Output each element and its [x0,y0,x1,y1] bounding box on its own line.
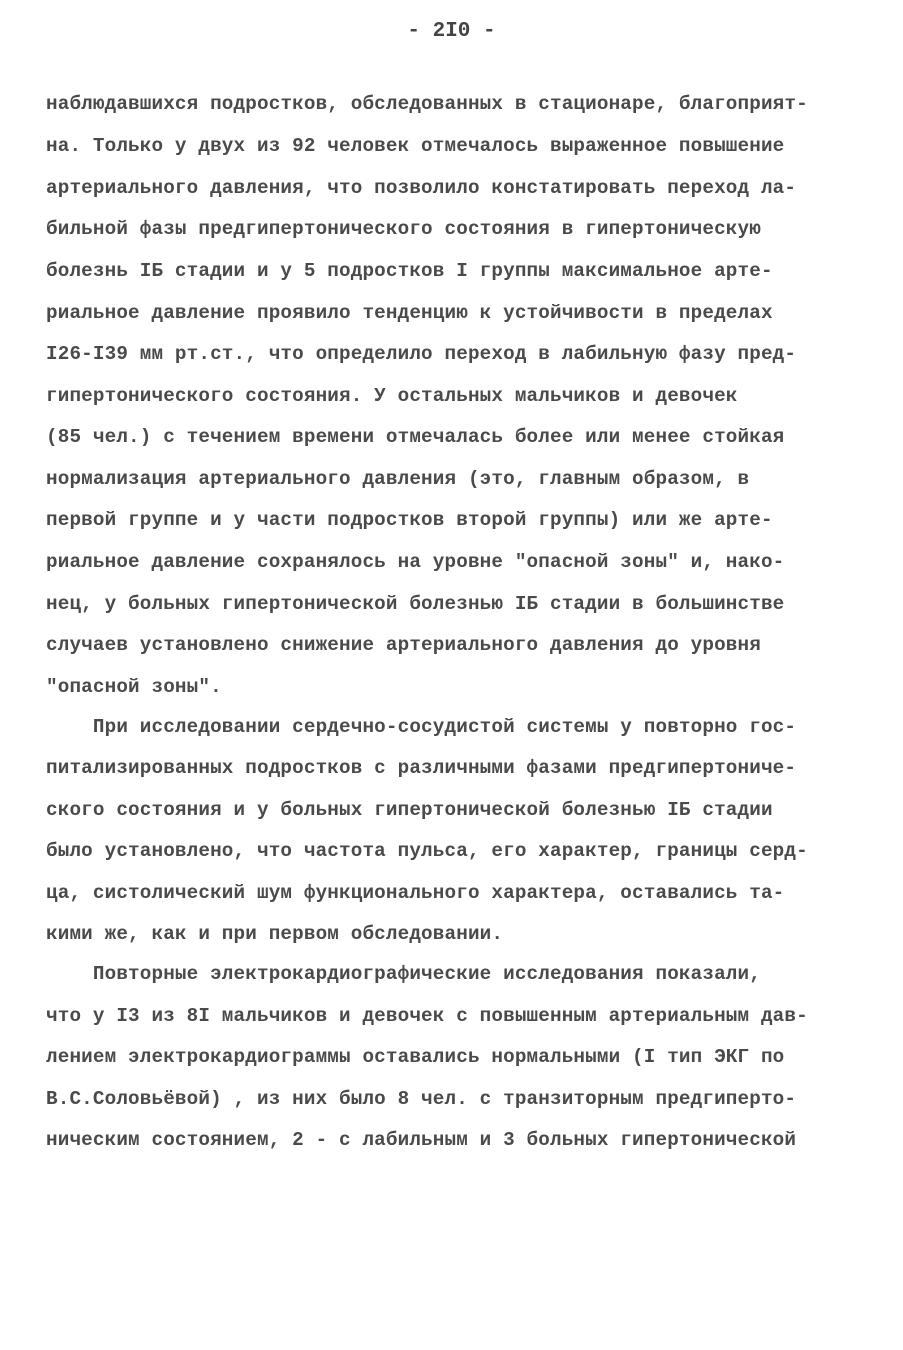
text-line: (85 чел.) с течением времени отмечалась более или менее стойкая [46,426,785,448]
text-line: В.С.Соловьёвой) , из них было 8 чел. с транзиторным предгиперто- [46,1088,797,1110]
text-line: риальное давление сохранялось на уровне "опасной зоны" и, нако- [46,551,785,573]
text-line: наблюдавшихся подростков, обследованных в стационаре, благоприят- [46,93,808,115]
text-line: кими же, как и при первом обследовании. [46,923,504,945]
text-line: ца, систолический шум функционального характера, оставались та- [46,882,785,904]
text-line: лением электрокардиограммы оставались нормальными (I тип ЭКГ по [46,1046,785,1068]
text-line: артериального давления, что позволило констатировать переход ла- [46,177,797,199]
text-line: ского состояния и у больных гипертонической болезнью IБ стадии [46,799,773,821]
text-line: бильной фазы предгипертонического состояния в гипертоническую [46,218,761,240]
text-line: Повторные электрокардиографические исследования показали, [46,963,761,985]
text-line: питализированных подростков с различными фазами предгипертониче- [46,757,797,779]
text-line: первой группе и у части подростков второй группы) или же арте- [46,509,773,531]
text-line: гипертонического состояния. У остальных мальчиков и девочек [46,385,738,407]
text-line: ническим состоянием, 2 - с лабильным и 3 больных гипертонической [46,1129,797,1151]
text-line: на. Только у двух из 92 человек отмечалось выраженное повышение [46,135,785,157]
text-line: I26-I39 мм рт.ст., что определило переход в лабильную фазу пред- [46,343,797,365]
text-line: что у I3 из 8I мальчиков и девочек с повышенным артериальным дав- [46,1005,808,1027]
text-line: нец, у больных гипертонической болезнью IБ стадии в большинстве [46,593,785,615]
text-line: риальное давление проявило тенденцию к устойчивости в пределах [46,302,773,324]
text-line: нормализация артериального давления (это, главным образом, в [46,468,750,490]
text-line: болезнь IБ стадии и у 5 подростков I группы максимальное арте- [46,260,773,282]
text-line: "опасной зоны". [46,676,222,698]
text-line: При исследовании сердечно-сосудистой системы у повторно гос- [46,716,797,738]
text-line: случаев установлено снижение артериального давления до уровня [46,634,761,656]
page-number: - 2I0 - [407,20,496,43]
text-line: было установлено, что частота пульса, его характер, границы серд- [46,840,808,862]
